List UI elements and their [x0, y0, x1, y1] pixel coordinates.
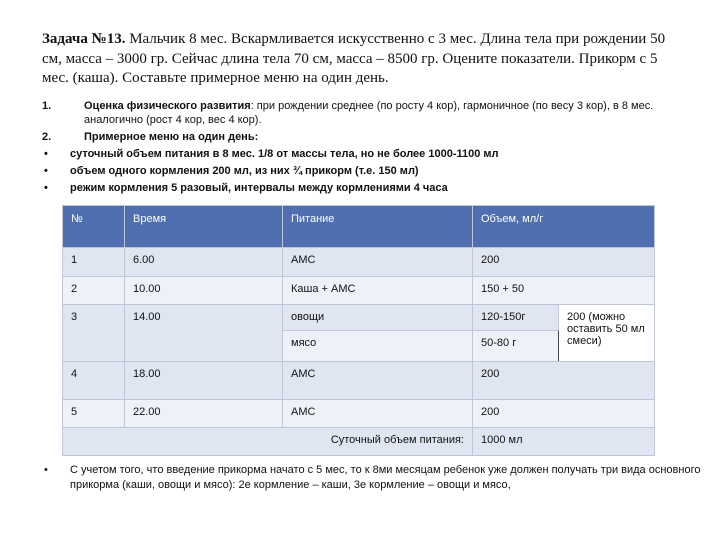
cell-time: 18.00 [125, 362, 283, 400]
bullet-text: объем одного кормления 200 мл, из них ¾ прикорм (т.е. 150 мл) [70, 165, 419, 177]
cell-food: Каша + АМС [283, 277, 473, 305]
table-total-row [63, 428, 655, 456]
cell-volume: 50-80 г [473, 331, 559, 362]
column-header: Питание [283, 206, 473, 248]
bullet-icon: • [44, 165, 48, 177]
task-statement [42, 30, 682, 89]
table-header-row [63, 206, 655, 248]
cell-num: 4 [63, 362, 125, 400]
menu-heading: Примерное меню на один день: [84, 131, 259, 143]
cell-volume: 120-150г [473, 305, 559, 331]
list-number: 1. [42, 100, 52, 112]
cell-food: АМС [283, 248, 473, 277]
list-item-assessment [42, 99, 682, 127]
task-number: Задача №13. [42, 31, 126, 47]
cell-volume: 200 [473, 248, 655, 277]
assessment-text: : при рождении среднее (по росту 4 кор), гармоничное (по весу 3 кор), в 8 мес. аналогично (рост 4 кор, вес 4 кор). [84, 100, 654, 126]
column-header: № [63, 206, 125, 248]
cell-volume: 150 + 50 [473, 277, 655, 305]
cell-time: 6.00 [125, 248, 283, 277]
total-value: 1000 мл [473, 428, 655, 456]
bullet-icon: • [44, 464, 48, 476]
feeding-menu-table [62, 205, 655, 456]
conclusion-paragraph [42, 463, 720, 492]
list-item-menu [42, 130, 682, 144]
cell-num: 2 [63, 277, 125, 305]
bullet-icon: • [44, 182, 48, 194]
answer-list [42, 99, 682, 198]
cell-food: АМС [283, 362, 473, 400]
cell-volume-note: 200 (можно оставить 50 мл смеси) [559, 305, 655, 362]
assessment-heading: Оценка физического развития [84, 100, 251, 112]
cell-num: 3 [63, 305, 125, 362]
cell-time: 10.00 [125, 277, 283, 305]
cell-volume: 200 [473, 400, 655, 428]
cell-food: АМС [283, 400, 473, 428]
total-label: Суточный объем питания: [63, 428, 473, 456]
task-text: Мальчик 8 мес. Вскармливается искусственно с 3 мес. Длина тела при рождении 50 см, масса – 3000 гр. Сейчас длина тела 70 см, масса – 8500 гр. Оцените показатели. Прикорм с 5 мес. (каша). Составьте примерное меню на один день. [42, 31, 666, 86]
table-row [63, 277, 655, 305]
cell-num: 1 [63, 248, 125, 277]
conclusion-text: С учетом того, что введение прикорма начато с 5 мес, то к 8ми месяцам ребенок уже должен получать три вида основного прикорма (каши, овощи и мясо): 2е кормление – каши, 3е кормление – овощи и мясо, [70, 464, 701, 491]
cell-volume: 200 [473, 362, 655, 400]
list-number: 2. [42, 131, 52, 143]
table-row [63, 400, 655, 428]
list-item-bullet [42, 181, 682, 195]
cell-food: мясо [283, 331, 473, 362]
bullet-text: суточный объем питания в 8 мес. 1/8 от массы тела, но не более 1000-1100 мл [70, 148, 499, 160]
table-row [63, 305, 655, 331]
list-item-bullet [42, 147, 682, 161]
bullet-text: режим кормления 5 разовый, интервалы между кормлениями 4 часа [70, 182, 448, 194]
cell-food: овощи [283, 305, 473, 331]
column-header: Время [125, 206, 283, 248]
cell-time: 22.00 [125, 400, 283, 428]
table-row [63, 362, 655, 400]
column-header: Объем, мл/г [473, 206, 655, 248]
list-item-bullet [42, 164, 682, 178]
cell-num: 5 [63, 400, 125, 428]
table-row [63, 248, 655, 277]
bullet-icon: • [44, 148, 48, 160]
cell-time: 14.00 [125, 305, 283, 362]
